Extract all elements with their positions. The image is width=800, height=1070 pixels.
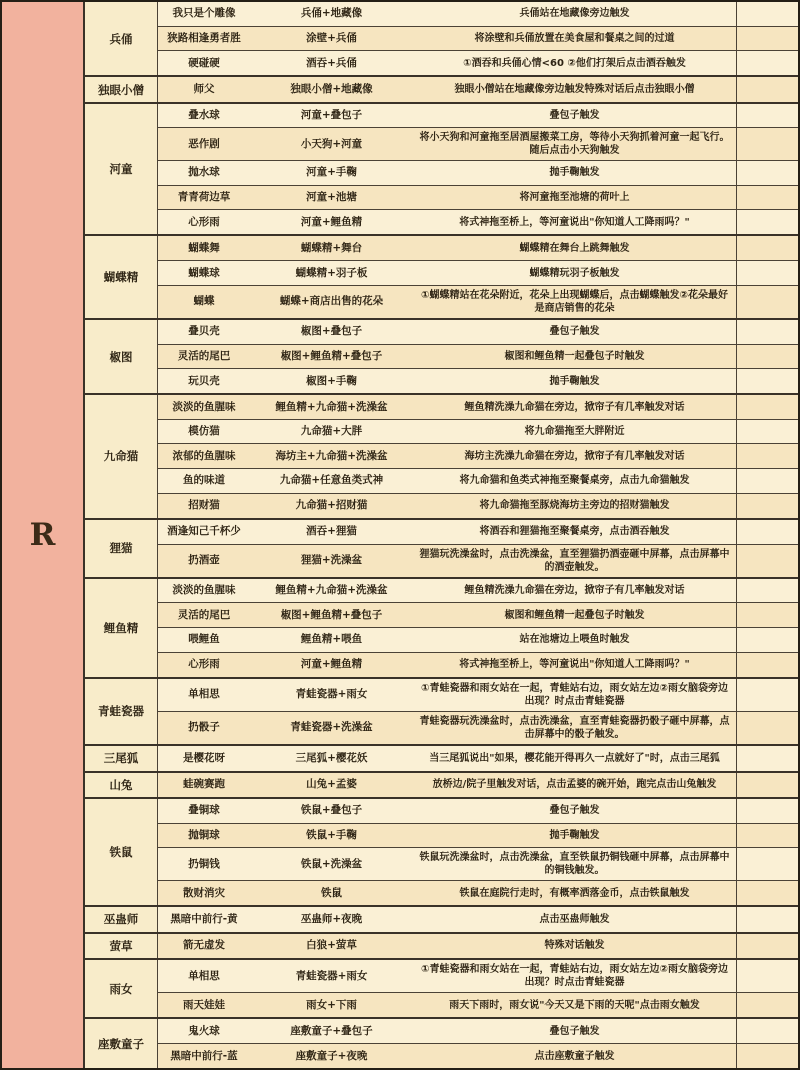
item-name-cell: 箭无虚发	[158, 934, 250, 958]
character-group	[85, 746, 798, 772]
character-groups	[85, 2, 798, 1068]
item-name-cell: 扔酒壶	[158, 545, 250, 577]
character-name: 巫蛊师	[85, 907, 158, 931]
empty-cell	[736, 653, 798, 677]
character-name: 蝴蝶精	[85, 236, 158, 318]
character-group	[85, 2, 798, 77]
character-name: 铁鼠	[85, 799, 158, 905]
trigger-cell: 独眼小僧站在地藏像旁边触发特殊对话后点击独眼小僧	[413, 77, 736, 101]
combination-cell: 九命猫+大胖	[250, 420, 413, 444]
combination-cell: 小天狗+河童	[250, 128, 413, 160]
trigger-cell: 抛手鞠触发	[413, 161, 736, 185]
trigger-cell: 抛手鞠触发	[413, 369, 736, 393]
empty-cell	[736, 679, 798, 711]
table-row	[158, 261, 798, 286]
table-row	[158, 320, 798, 345]
item-name-cell: 单相思	[158, 960, 250, 992]
character-name: 雨女	[85, 960, 158, 1017]
empty-cell	[736, 161, 798, 185]
combination-cell: 九命猫+任意鱼类式神	[250, 469, 413, 493]
combination-cell: 酒吞+狸猫	[250, 520, 413, 544]
group-rows	[158, 520, 798, 577]
table-row	[158, 77, 798, 101]
item-name-cell: 硬碰硬	[158, 51, 250, 75]
empty-cell	[736, 210, 798, 234]
empty-cell	[736, 51, 798, 75]
character-group	[85, 236, 798, 320]
trigger-cell: 抛手鞠触发	[413, 824, 736, 848]
character-name: 狸猫	[85, 520, 158, 577]
trigger-cell: 特殊对话触发	[413, 934, 736, 958]
trigger-cell: 将涂壁和兵俑放置在美食屋和餐桌之间的过道	[413, 27, 736, 51]
table-row	[158, 2, 798, 27]
trigger-cell: ①蝴蝶精站在花朵附近，花朵上出现蝴蝶后，点击蝴蝶触发②花朵最好是商店销售的花朵	[413, 286, 736, 318]
table-row	[158, 881, 798, 905]
combination-cell: 青蛙瓷器+洗澡盆	[250, 712, 413, 744]
item-name-cell: 蝴蝶球	[158, 261, 250, 285]
trigger-cell: 兵俑站在地藏像旁边触发	[413, 2, 736, 26]
item-name-cell: 黑暗中前行-蓝	[158, 1044, 250, 1068]
empty-cell	[736, 628, 798, 652]
table-row	[158, 653, 798, 677]
combination-cell: 巫蛊师+夜晚	[250, 907, 413, 931]
combination-cell: 兵俑+地藏像	[250, 2, 413, 26]
item-name-cell: 叠贝壳	[158, 320, 250, 344]
table-row	[158, 395, 798, 420]
combination-cell: 蝴蝶精+羽子板	[250, 261, 413, 285]
item-name-cell: 恶作剧	[158, 128, 250, 160]
combination-cell: 铁鼠+手鞠	[250, 824, 413, 848]
character-name: 九命猫	[85, 395, 158, 517]
empty-cell	[736, 286, 798, 318]
combination-cell: 椒图+叠包子	[250, 320, 413, 344]
empty-cell	[736, 345, 798, 369]
combination-cell: 三尾狐+樱花妖	[250, 746, 413, 770]
table-row	[158, 679, 798, 712]
trigger-cell: 铁鼠在庭院行走时，有概率洒落金币，点击铁鼠触发	[413, 881, 736, 905]
character-name: 山兔	[85, 773, 158, 797]
trigger-cell: ①酒吞和兵俑心情<60 ②他们打架后点击酒吞触发	[413, 51, 736, 75]
trigger-cell: ①青蛙瓷器和雨女站在一起，青蛙站右边，雨女站左边②雨女脑袋旁边出现？时点击青蛙瓷器	[413, 679, 736, 711]
table-row	[158, 420, 798, 445]
group-rows	[158, 960, 798, 1017]
item-name-cell: 叠水球	[158, 104, 250, 128]
empty-cell	[736, 444, 798, 468]
item-name-cell: 招财猫	[158, 494, 250, 518]
character-group	[85, 799, 798, 907]
empty-cell	[736, 236, 798, 260]
trigger-cell: 叠包子触发	[413, 104, 736, 128]
group-rows	[158, 799, 798, 905]
group-rows	[158, 679, 798, 745]
item-name-cell: 师父	[158, 77, 250, 101]
group-rows	[158, 2, 798, 75]
rarity-label: R	[29, 517, 56, 553]
character-group	[85, 320, 798, 395]
group-rows	[158, 104, 798, 235]
table-row	[158, 128, 798, 161]
trigger-cell: 青蛙瓷器玩洗澡盆时，点击洗澡盆，直至青蛙瓷器扔骰子砸中屏幕，点击屏幕中的骰子触发。	[413, 712, 736, 744]
combination-cell: 椒图+鲤鱼精+叠包子	[250, 345, 413, 369]
character-group	[85, 77, 798, 103]
trigger-cell: 放桥边/院子里触发对话，点击孟婆的碗开始，跑完点击山兔触发	[413, 773, 736, 797]
rarity-column	[2, 2, 85, 1068]
character-name: 座敷童子	[85, 1019, 158, 1068]
table-row	[158, 960, 798, 993]
combination-cell: 鲤鱼精+九命猫+洗澡盆	[250, 395, 413, 419]
combination-cell: 座敷童子+叠包子	[250, 1019, 413, 1043]
character-group	[85, 1019, 798, 1068]
table-row	[158, 51, 798, 75]
table-row	[158, 161, 798, 186]
empty-cell	[736, 27, 798, 51]
empty-cell	[736, 881, 798, 905]
empty-cell	[736, 77, 798, 101]
trigger-cell: 蝴蝶精玩羽子板触发	[413, 261, 736, 285]
empty-cell	[736, 579, 798, 603]
item-name-cell: 淡淡的鱼腥味	[158, 579, 250, 603]
item-name-cell: 叠铜球	[158, 799, 250, 823]
empty-cell	[736, 420, 798, 444]
combination-cell: 河童+叠包子	[250, 104, 413, 128]
combination-cell: 白狼+萤草	[250, 934, 413, 958]
trigger-cell: 将九命猫拖至大胖附近	[413, 420, 736, 444]
table-row	[158, 104, 798, 129]
table-row	[158, 907, 798, 931]
trigger-cell: 蝴蝶精在舞台上跳舞触发	[413, 236, 736, 260]
trigger-cell: 鲤鱼精洗澡九命猫在旁边，掀帘子有几率触发对话	[413, 579, 736, 603]
table-row	[158, 520, 798, 545]
combination-cell: 鲤鱼精+九命猫+洗澡盆	[250, 579, 413, 603]
table-row	[158, 579, 798, 604]
table-row	[158, 210, 798, 234]
item-name-cell: 蝴蝶舞	[158, 236, 250, 260]
empty-cell	[736, 545, 798, 577]
empty-cell	[736, 320, 798, 344]
trigger-cell: 点击巫蛊师触发	[413, 907, 736, 931]
trigger-cell: 雨天下雨时，雨女说"今天又是下雨的天呢"点击雨女触发	[413, 993, 736, 1017]
trigger-cell: 叠包子触发	[413, 320, 736, 344]
trigger-cell: 铁鼠玩洗澡盆时，点击洗澡盆，直至铁鼠扔铜钱砸中屏幕，点击屏幕中的铜钱触发。	[413, 848, 736, 880]
trigger-cell: 将式神拖至桥上，等河童说出"你知道人工降雨吗？"	[413, 210, 736, 234]
combination-cell: 青蛙瓷器+雨女	[250, 679, 413, 711]
trigger-cell: 将式神拖至桥上，等河童说出"你知道人工降雨吗？"	[413, 653, 736, 677]
table-row	[158, 1019, 798, 1044]
group-rows	[158, 746, 798, 770]
item-name-cell: 单相思	[158, 679, 250, 711]
item-name-cell: 蝴蝶	[158, 286, 250, 318]
character-group	[85, 520, 798, 579]
combination-cell: 河童+池塘	[250, 186, 413, 210]
combination-cell: 山兔+孟婆	[250, 773, 413, 797]
empty-cell	[736, 712, 798, 744]
table-row	[158, 773, 798, 797]
empty-cell	[736, 1019, 798, 1043]
empty-cell	[736, 934, 798, 958]
combination-cell: 河童+鲤鱼精	[250, 653, 413, 677]
table-row	[158, 444, 798, 469]
item-name-cell: 酒逢知己千杯少	[158, 520, 250, 544]
item-name-cell: 喂鲤鱼	[158, 628, 250, 652]
trigger-cell: ①青蛙瓷器和雨女站在一起，青蛙站右边，雨女站左边②雨女脑袋旁边出现？时点击青蛙瓷器	[413, 960, 736, 992]
empty-cell	[736, 395, 798, 419]
table-row	[158, 934, 798, 958]
group-rows	[158, 236, 798, 318]
empty-cell	[736, 848, 798, 880]
empty-cell	[736, 773, 798, 797]
combination-cell: 青蛙瓷器+雨女	[250, 960, 413, 992]
empty-cell	[736, 2, 798, 26]
item-name-cell: 淡淡的鱼腥味	[158, 395, 250, 419]
table-row	[158, 824, 798, 849]
trigger-cell: 将河童拖至池塘的荷叶上	[413, 186, 736, 210]
character-group	[85, 907, 798, 933]
item-name-cell: 抛水球	[158, 161, 250, 185]
group-rows	[158, 773, 798, 797]
empty-cell	[736, 746, 798, 770]
table-row	[158, 993, 798, 1017]
trigger-cell: 海坊主洗澡九命猫在旁边，掀帘子有几率触发对话	[413, 444, 736, 468]
item-name-cell: 模仿猫	[158, 420, 250, 444]
table-row	[158, 799, 798, 824]
table-row	[158, 628, 798, 653]
trigger-cell: 狸猫玩洗澡盆时，点击洗澡盆，直至狸猫扔酒壶砸中屏幕，点击屏幕中的酒壶触发。	[413, 545, 736, 577]
combination-cell: 蝴蝶+商店出售的花朵	[250, 286, 413, 318]
character-name: 萤草	[85, 934, 158, 958]
table-row	[158, 286, 798, 318]
item-name-cell: 玩贝壳	[158, 369, 250, 393]
empty-cell	[736, 1044, 798, 1068]
item-name-cell: 扔骰子	[158, 712, 250, 744]
group-rows	[158, 77, 798, 101]
combination-cell: 雨女+下雨	[250, 993, 413, 1017]
item-name-cell: 心形雨	[158, 653, 250, 677]
empty-cell	[736, 186, 798, 210]
combination-cell: 涂壁+兵俑	[250, 27, 413, 51]
table-row	[158, 746, 798, 770]
empty-cell	[736, 824, 798, 848]
table-row	[158, 469, 798, 494]
trigger-cell: 叠包子触发	[413, 799, 736, 823]
item-name-cell: 青青荷边草	[158, 186, 250, 210]
empty-cell	[736, 799, 798, 823]
combination-cell: 椒图+手鞠	[250, 369, 413, 393]
table-row	[158, 494, 798, 518]
item-name-cell: 雨天娃娃	[158, 993, 250, 1017]
table-row	[158, 603, 798, 628]
group-rows	[158, 934, 798, 958]
group-rows	[158, 907, 798, 931]
combination-cell: 铁鼠	[250, 881, 413, 905]
trigger-cell: 点击座敷童子触发	[413, 1044, 736, 1068]
trigger-cell: 将九命猫和鱼类式神拖至聚餐桌旁，点击九命猫触发	[413, 469, 736, 493]
character-group	[85, 960, 798, 1019]
group-rows	[158, 395, 798, 517]
trigger-cell: 将小天狗和河童拖至居酒屋搬菜工房，等待小天狗抓着河童一起飞行。随后点击小天狗触发	[413, 128, 736, 160]
combination-cell: 蝴蝶精+舞台	[250, 236, 413, 260]
trigger-cell: 椒图和鲤鱼精一起叠包子时触发	[413, 603, 736, 627]
combination-cell: 九命猫+招财猫	[250, 494, 413, 518]
combination-cell: 河童+鲤鱼精	[250, 210, 413, 234]
group-rows	[158, 1019, 798, 1068]
combination-cell: 铁鼠+洗澡盆	[250, 848, 413, 880]
item-name-cell: 心形雨	[158, 210, 250, 234]
item-name-cell: 黑暗中前行-黄	[158, 907, 250, 931]
character-group	[85, 679, 798, 747]
empty-cell	[736, 603, 798, 627]
character-name: 兵俑	[85, 2, 158, 75]
item-name-cell: 散财消灾	[158, 881, 250, 905]
combination-cell: 河童+手鞠	[250, 161, 413, 185]
character-name: 三尾狐	[85, 746, 158, 770]
empty-cell	[736, 128, 798, 160]
table-row	[158, 27, 798, 52]
character-group	[85, 934, 798, 960]
table-row	[158, 848, 798, 881]
item-name-cell: 灵活的尾巴	[158, 345, 250, 369]
item-name-cell: 是樱花呀	[158, 746, 250, 770]
empty-cell	[736, 907, 798, 931]
trigger-cell: 将酒吞和狸猫拖至聚餐桌旁，点击酒吞触发	[413, 520, 736, 544]
character-group	[85, 395, 798, 519]
trigger-cell: 将九命猫拖至豚烧海坊主旁边的招财猫触发	[413, 494, 736, 518]
empty-cell	[736, 104, 798, 128]
empty-cell	[736, 469, 798, 493]
group-rows	[158, 579, 798, 677]
combination-cell: 座敷童子+夜晚	[250, 1044, 413, 1068]
trigger-cell: 叠包子触发	[413, 1019, 736, 1043]
item-name-cell: 鱼的味道	[158, 469, 250, 493]
character-name: 椒图	[85, 320, 158, 393]
empty-cell	[736, 993, 798, 1017]
character-group	[85, 104, 798, 237]
trigger-cell: 当三尾狐说出"如果，樱花能开得再久一点就好了"时，点击三尾狐	[413, 746, 736, 770]
combination-cell: 海坊主+九命猫+洗澡盆	[250, 444, 413, 468]
empty-cell	[736, 261, 798, 285]
table-row	[158, 236, 798, 261]
empty-cell	[736, 520, 798, 544]
item-name-cell: 扔铜钱	[158, 848, 250, 880]
character-group	[85, 579, 798, 679]
combination-cell: 独眼小僧+地藏像	[250, 77, 413, 101]
item-name-cell: 蛙碗赛跑	[158, 773, 250, 797]
combination-cell: 狸猫+洗澡盆	[250, 545, 413, 577]
empty-cell	[736, 960, 798, 992]
table-row	[158, 186, 798, 211]
table-row	[158, 712, 798, 744]
item-name-cell: 我只是个雕像	[158, 2, 250, 26]
character-name: 鲤鱼精	[85, 579, 158, 677]
item-name-cell: 抛铜球	[158, 824, 250, 848]
trigger-cell: 鲤鱼精洗澡九命猫在旁边，掀帘子有几率触发对话	[413, 395, 736, 419]
trigger-cell: 椒图和鲤鱼精一起叠包子时触发	[413, 345, 736, 369]
character-name: 独眼小僧	[85, 77, 158, 101]
item-name-cell: 灵活的尾巴	[158, 603, 250, 627]
character-name: 青蛙瓷器	[85, 679, 158, 745]
combination-cell: 鲤鱼精+喂鱼	[250, 628, 413, 652]
character-name: 河童	[85, 104, 158, 235]
empty-cell	[736, 494, 798, 518]
item-name-cell: 浓郁的鱼腥味	[158, 444, 250, 468]
combination-cell: 酒吞+兵俑	[250, 51, 413, 75]
trigger-cell: 站在池塘边上喂鱼时触发	[413, 628, 736, 652]
combination-cell: 椒图+鲤鱼精+叠包子	[250, 603, 413, 627]
group-rows	[158, 320, 798, 393]
empty-cell	[736, 369, 798, 393]
combination-cell: 铁鼠+叠包子	[250, 799, 413, 823]
character-group	[85, 773, 798, 799]
table-row	[158, 1044, 798, 1068]
table-row	[158, 369, 798, 393]
item-name-cell: 狭路相逢勇者胜	[158, 27, 250, 51]
table-row	[158, 545, 798, 577]
table-row	[158, 345, 798, 370]
item-name-cell: 鬼火球	[158, 1019, 250, 1043]
